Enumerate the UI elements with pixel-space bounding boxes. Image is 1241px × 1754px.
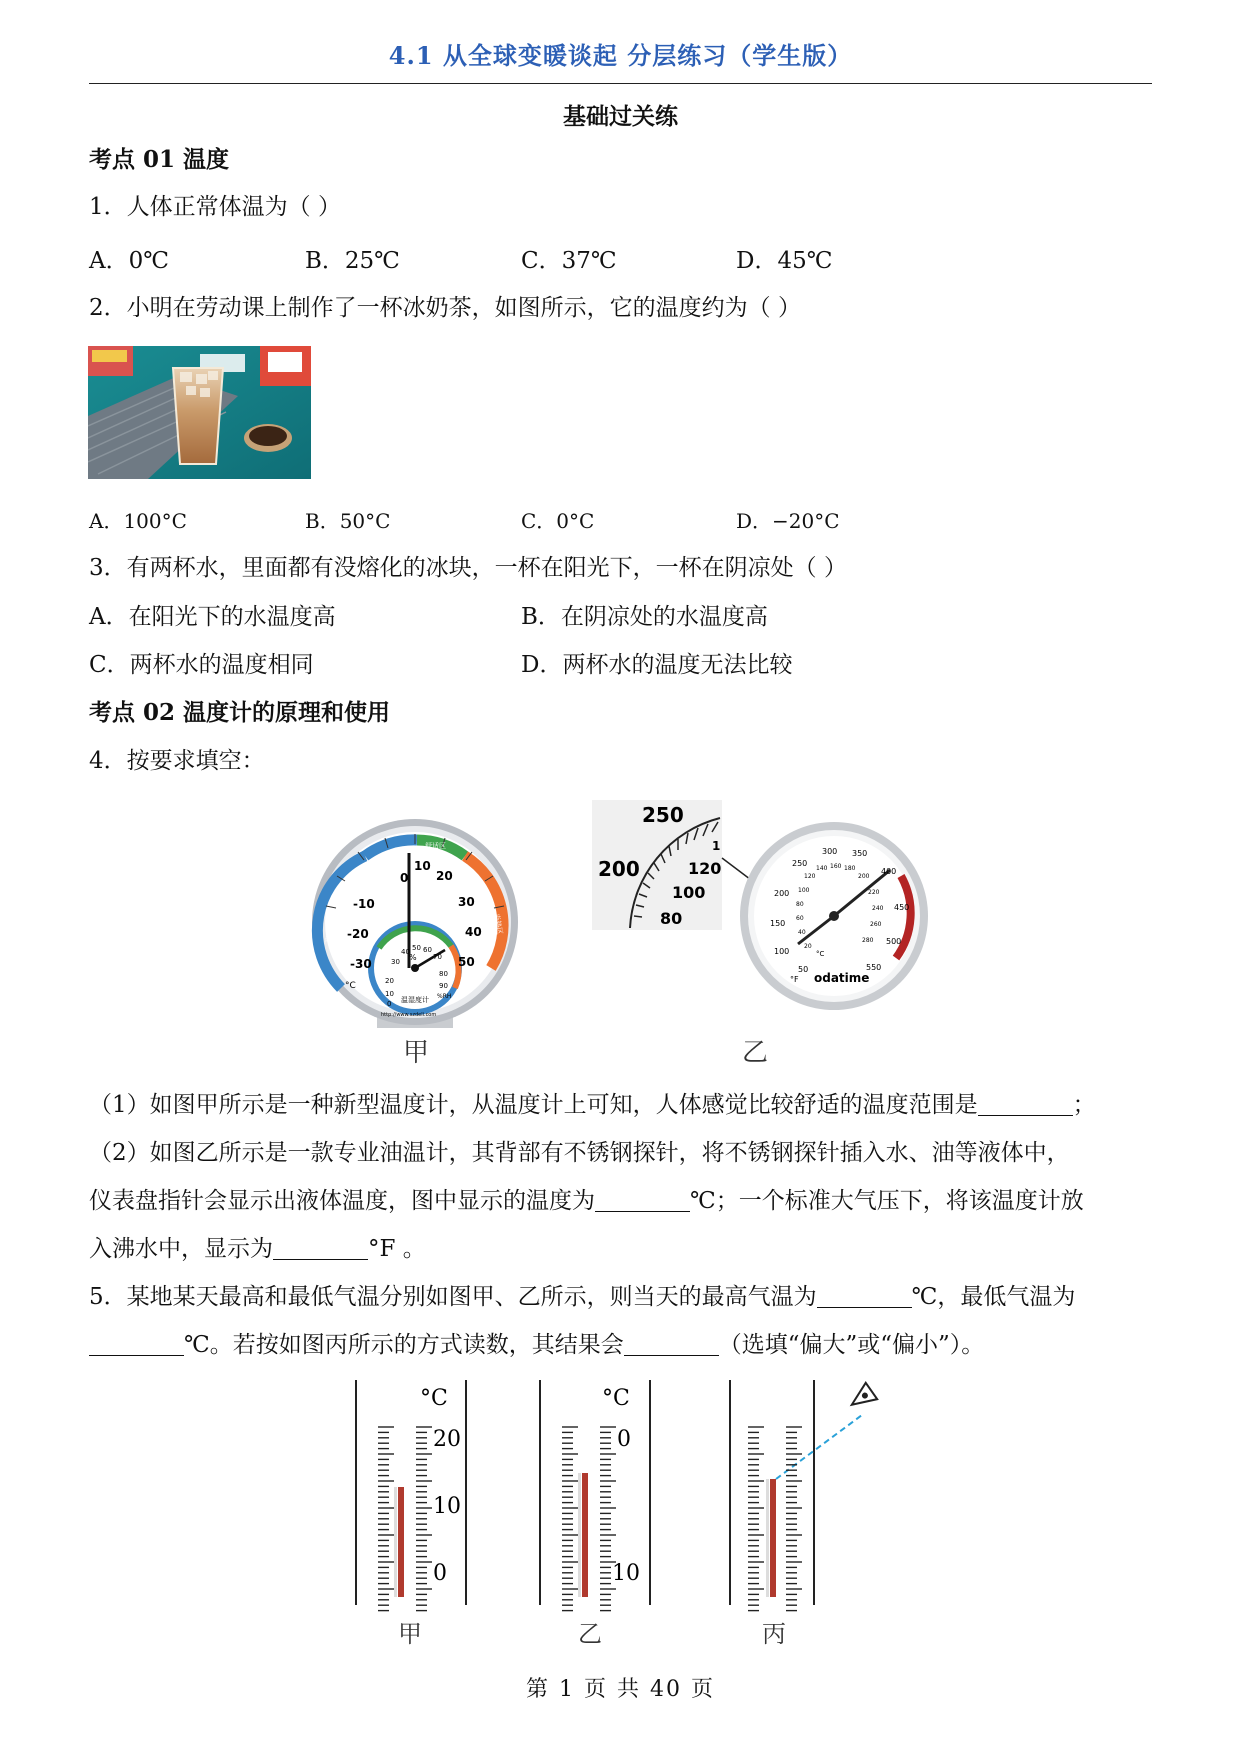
fig-yi-caption: 乙 xyxy=(742,1038,769,1068)
jia-band-cold: 寒冷区 xyxy=(323,921,337,945)
jia-inner-40: 40 xyxy=(401,948,410,956)
q3-option-c: C．两杯水的温度相同 xyxy=(89,652,314,678)
yi-dial-500: 500 xyxy=(886,937,902,946)
jia-outer-50: 50 xyxy=(458,955,475,969)
thermo-jia-0: 0 xyxy=(433,1561,447,1586)
jia-inner-0: 0 xyxy=(387,1000,392,1008)
document-title: 4.1 从全球变暖谈起 分层练习（学生版） xyxy=(388,41,853,70)
thermo-yi-unit: °C xyxy=(602,1386,630,1411)
thermo-jia-20: 20 xyxy=(433,1427,461,1452)
q4-sub2-line3a: 入沸水中，显示为 xyxy=(89,1236,273,1262)
yi-zoom-100: 100 xyxy=(672,883,706,902)
yi-inner-240: 240 xyxy=(872,905,884,912)
q5-line2 xyxy=(89,1330,984,1360)
q4-sub2-line2a: 仪表盘指针会显示出液体温度，图中显示的温度为 xyxy=(89,1188,595,1214)
q5-line1b: ℃，最低气温为 xyxy=(911,1284,1076,1310)
q5-line1a: 5．某地某天最高和最低气温分别如图甲、乙所示，则当天的最高气温为 xyxy=(89,1284,817,1310)
yi-dial-350: 350 xyxy=(852,849,868,858)
jia-inner-90: 90 xyxy=(439,982,448,990)
q5-blank-max[interactable] xyxy=(817,1285,912,1308)
jia-unit-c: °C xyxy=(345,981,356,991)
thermo-jia xyxy=(356,1380,466,1605)
q2-option-d: D．−20°C xyxy=(736,509,840,533)
yi-dial-150: 150 xyxy=(770,919,786,928)
thermo-bing-caption: 丙 xyxy=(762,1620,786,1648)
jia-outer-10: 10 xyxy=(414,859,431,873)
q4-sub1-end: ； xyxy=(1072,1092,1096,1118)
q1-option-c: C．37℃ xyxy=(521,248,617,274)
jia-outer-20: 20 xyxy=(436,869,453,883)
jia-unit-rh: % xyxy=(409,953,417,962)
page-footer: 第 1 页 共 40 页 xyxy=(526,1677,715,1702)
yi-inner-120: 120 xyxy=(804,873,816,880)
yi-inner-40: 40 xyxy=(798,929,806,936)
yi-unit-c: °C xyxy=(816,950,825,958)
jia-inner-80: 80 xyxy=(439,970,448,978)
q3-option-d: D．两杯水的温度无法比较 xyxy=(521,652,793,678)
jia-inner-30: 30 xyxy=(391,958,400,966)
hygrothermometer-figure xyxy=(305,818,525,1028)
q4-stem: 4．按要求填空： xyxy=(89,748,265,774)
yi-unit-f: °F xyxy=(790,975,799,984)
yi-dial-50: 50 xyxy=(798,965,809,974)
q4-sub1 xyxy=(89,1090,1096,1120)
q3-stem: 3．有两杯水，里面都有没熔化的冰块，一杯在阳光下，一杯在阴凉处（ ） xyxy=(89,555,847,581)
q4-sub2-line3b: °F 。 xyxy=(368,1236,426,1262)
q1-option-a: A．0℃ xyxy=(89,248,169,274)
yi-inner-80: 80 xyxy=(796,901,804,908)
yi-dial-200: 200 xyxy=(774,889,790,898)
q1-option-b: B．25℃ xyxy=(305,248,400,274)
thermo-jia-caption: 甲 xyxy=(398,1620,422,1648)
q2-option-a: A．100°C xyxy=(89,509,187,533)
header-rule xyxy=(89,83,1152,84)
thermo-yi-caption: 乙 xyxy=(578,1620,602,1648)
q2-stem: 2．小明在劳动课上制作了一杯冰奶茶，如图所示，它的温度约为（ ） xyxy=(89,295,801,321)
yi-zoom-120: 120 xyxy=(688,859,722,878)
yi-dial-400: 400 xyxy=(881,867,897,876)
yi-zoom-80: 80 xyxy=(660,909,683,928)
jia-outer-40: 40 xyxy=(465,925,482,939)
jia-band-comfort: 舒适区 xyxy=(425,842,446,850)
thermo-jia-10: 10 xyxy=(433,1494,461,1519)
thermometers-figure xyxy=(340,1375,900,1640)
fig-jia-caption: 甲 xyxy=(403,1038,430,1068)
jia-outer-30: 30 xyxy=(458,895,475,909)
yi-dial-300: 300 xyxy=(822,847,838,856)
jia-outer-neg30: -30 xyxy=(350,957,372,971)
jia-outer-0: 0 xyxy=(400,871,409,885)
q5-line1 xyxy=(89,1282,1075,1312)
q4-sub2-line2 xyxy=(89,1186,1084,1216)
q3-option-a: A．在阳光下的水温度高 xyxy=(89,604,336,630)
yi-inner-180: 180 xyxy=(844,865,856,872)
q1-option-d: D．45℃ xyxy=(736,248,833,274)
yi-dial-250: 250 xyxy=(792,859,808,868)
q4-sub2-line1: （2）如图乙所示是一款专业油温计，其背部有不锈钢探针，将不锈钢探针插入水、油等液体中， xyxy=(89,1140,1070,1166)
yi-zoom-250: 250 xyxy=(642,803,684,827)
thermo-yi-0: 0 xyxy=(617,1427,631,1452)
q3-option-b: B．在阴凉处的水温度高 xyxy=(521,604,768,630)
q2-option-c: C．0°C xyxy=(521,509,595,533)
thermo-yi-10: 10 xyxy=(612,1561,640,1586)
q4-sub1-blank[interactable] xyxy=(978,1093,1073,1116)
q4-sub2-line2b: ℃；一个标准大气压下，将该温度计放 xyxy=(690,1188,1084,1214)
jia-inner-70: 70 xyxy=(433,953,442,961)
yi-dial-100: 100 xyxy=(774,947,790,956)
yi-inner-100: 100 xyxy=(798,887,810,894)
milk-tea-photo xyxy=(88,346,311,479)
yi-inner-260: 260 xyxy=(870,921,882,928)
jia-inner-50: 50 xyxy=(412,944,421,952)
q2-option-b: B．50°C xyxy=(305,509,391,533)
jia-band-hot: 炎热区 xyxy=(492,913,504,936)
yi-inner-220: 220 xyxy=(868,889,880,896)
yi-dial-550: 550 xyxy=(866,963,882,972)
q5-blank-read[interactable] xyxy=(624,1333,719,1356)
jia-inner-10: 10 xyxy=(385,990,394,998)
jia-label: 温湿度计 xyxy=(401,996,429,1004)
yi-inner-140: 140 xyxy=(816,865,828,872)
thermo-jia-unit: °C xyxy=(420,1386,448,1411)
topic1-heading: 考点 01 温度 xyxy=(89,146,230,173)
yi-zoom-200: 200 xyxy=(598,857,640,881)
topic2-heading: 考点 02 温度计的原理和使用 xyxy=(89,699,391,726)
q1-stem: 1．人体正常体温为（ ） xyxy=(89,194,341,220)
section-title: 基础过关练 xyxy=(563,103,678,130)
q5-line2a: ℃。若按如图丙所示的方式读数，其结果会 xyxy=(184,1332,624,1358)
oil-thermometer-figure xyxy=(590,798,930,1013)
jia-url: http://www.szdeli.com xyxy=(381,1012,437,1018)
yi-zoom-1: 1 xyxy=(712,839,721,853)
jia-outer-neg10: -10 xyxy=(353,897,375,911)
eye-icon xyxy=(846,1383,877,1413)
q5-line2b: （选填“偏大”或“偏小”）。 xyxy=(718,1332,985,1358)
q4-sub2-blank1[interactable] xyxy=(595,1189,690,1212)
yi-brand: odatime xyxy=(814,971,870,985)
q4-sub2-blank2[interactable] xyxy=(273,1237,368,1260)
thermo-yi xyxy=(540,1380,650,1605)
jia-inner-20: 20 xyxy=(385,977,394,985)
q4-sub2-line3 xyxy=(89,1234,426,1264)
jia-inner-60: 60 xyxy=(423,946,432,954)
jia-unit-rh2: %RH xyxy=(437,993,452,1000)
yi-inner-280: 280 xyxy=(862,937,874,944)
yi-inner-60: 60 xyxy=(796,915,804,922)
jia-outer-neg20: -20 xyxy=(347,927,369,941)
yi-dial-450: 450 xyxy=(894,903,910,912)
yi-inner-20: 20 xyxy=(804,943,812,950)
q5-blank-min[interactable] xyxy=(89,1333,184,1356)
yi-inner-200: 200 xyxy=(858,873,870,880)
yi-inner-160: 160 xyxy=(830,863,842,870)
q4-sub1-text: （1）如图甲所示是一种新型温度计，从温度计上可知，人体感觉比较舒适的温度范围是 xyxy=(89,1092,978,1118)
